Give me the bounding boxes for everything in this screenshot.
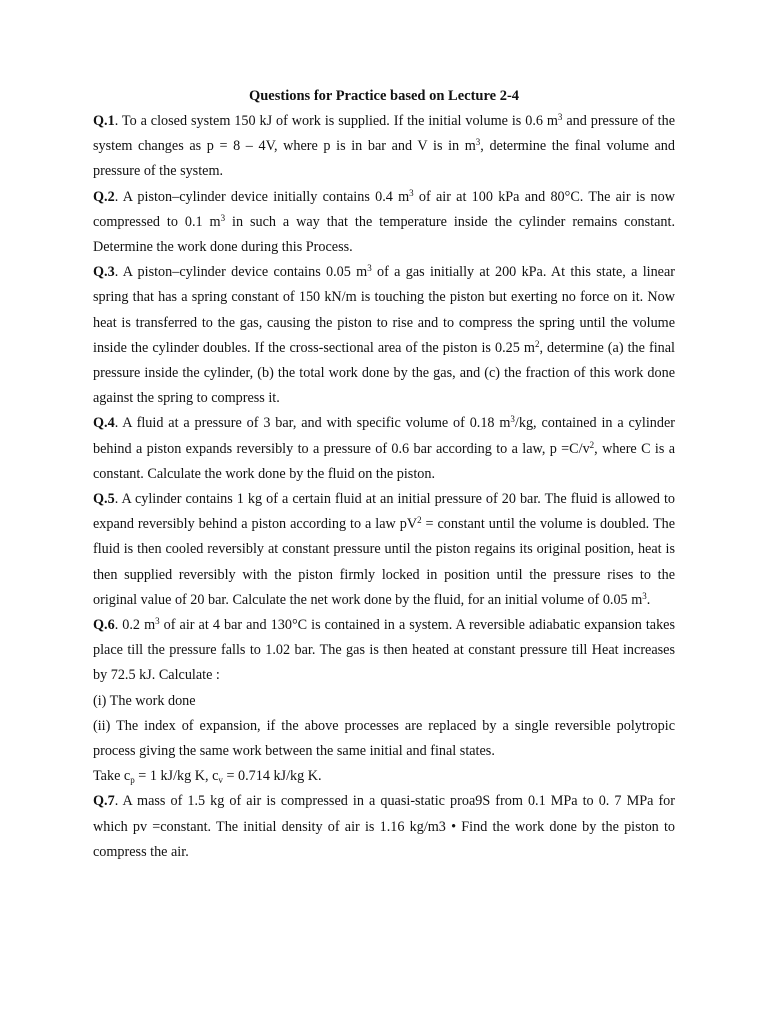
question-text: . xyxy=(646,591,651,608)
question-6 xyxy=(93,613,675,689)
question-text: of air at 100 kPa and 80°C. The air is now compressed to 0.1 m xyxy=(93,188,675,230)
subscript: v xyxy=(218,775,223,786)
superscript: 2 xyxy=(589,439,595,450)
question-1 xyxy=(93,109,675,185)
question-text: = 0.714 kJ/kg K. xyxy=(222,768,322,785)
question-6-part-ii: (ii) The index of expansion, if the above processes are replaced by a single reversible polytropic process giving the same work between the same initial and final states. xyxy=(93,717,675,760)
question-text: in such a way that the temperature inside the cylinder remains constant. Determine the work done during this Process. xyxy=(93,213,675,256)
superscript: 2 xyxy=(417,515,422,526)
superscript: 2 xyxy=(534,338,540,349)
superscript: 3 xyxy=(220,212,226,223)
subscript: p xyxy=(130,775,135,786)
question-3 xyxy=(93,260,675,411)
question-label: Q.1 xyxy=(93,113,115,129)
question-text: of a gas initially at 200 kPa. At this state, a linear spring that has a spring constant of 150 kN/m is touching the piston but exerting no force on it. Now heat is transferred to the gas, causing the piston to rise and to compress the spring until the volume inside the cylinder doubles. If the cross-sectional area of the piston is 0.25 m xyxy=(93,264,675,356)
question-text: . 0.2 m xyxy=(114,617,156,634)
question-text: , determine the final volume and pressure of the system. xyxy=(93,138,675,180)
question-label: Q.4 xyxy=(93,415,115,432)
question-text: . A fluid at a pressure of 3 bar, and with specific volume of 0.18 m xyxy=(114,415,511,432)
question-text: Take c xyxy=(93,768,131,785)
question-7 xyxy=(93,789,675,865)
superscript: 3 xyxy=(475,137,481,148)
superscript: 3 xyxy=(367,263,372,274)
question-text: . A mass of 1.5 kg of air is compressed in a quasi-static proa9S from 0.1 MPa to 0. 7 MPa for which pv =constant. The initial density of air is 1.16 kg/m3 • Find the work done by the piston to compress the air. xyxy=(93,793,675,860)
question-text: . A piston–cylinder device contains 0.05 m xyxy=(114,264,368,281)
superscript: 3 xyxy=(557,112,563,122)
question-label: Q.5 xyxy=(93,491,115,508)
question-5 xyxy=(93,487,675,613)
question-text: . To a closed system 150 kJ of work is supplied. If the initial volume is 0.6 m xyxy=(114,113,558,129)
question-label: Q.7 xyxy=(93,793,115,810)
question-label: Q.6 xyxy=(93,617,115,634)
question-text: of air at 4 bar and 130°C is contained in a system. A reversible adiabatic expansion takes place till the pressure falls to 1.02 bar. The gas is then heated at constant pressure till Heat increases by 72.5 kJ. Calculate : xyxy=(93,617,675,684)
question-6-part-i: (i) The work done xyxy=(93,692,196,709)
question-text: . A piston–cylinder device initially contains 0.4 m xyxy=(114,188,410,205)
question-text: , where C is a constant. Calculate the work done by the fluid on the piston. xyxy=(93,440,676,482)
question-label: Q.3 xyxy=(93,264,115,281)
question-text: , determine (a) the final pressure inside the cylinder, (b) the total work done by the gas, and (c) the fraction of this work done against the spring to compress it. xyxy=(93,339,675,407)
question-4 xyxy=(93,411,675,487)
superscript: 3 xyxy=(409,187,414,198)
superscript: 3 xyxy=(155,616,160,627)
question-text: /kg, contained in a cylinder behind a piston expands reversibly to a pressure of 0.6 bar according to a law, p =C/v xyxy=(93,415,675,457)
question-text: . A cylinder contains 1 kg of a certain fluid at an initial pressure of 20 bar. The fluid is allowed to expand reversibly behind a piston according to a law pV xyxy=(93,491,675,533)
document-title: Questions for Practice based on Lecture 2-4 xyxy=(248,88,520,104)
question-label: Q.2 xyxy=(93,188,115,205)
question-text: and pressure of the system changes as p = 8 – 4V, where p is in bar and V is in m xyxy=(93,113,675,155)
superscript: 3 xyxy=(510,414,515,425)
question-2 xyxy=(93,185,675,261)
question-text: = 1 kJ/kg K, c xyxy=(134,768,219,785)
superscript: 3 xyxy=(642,590,647,601)
document-page xyxy=(93,86,675,865)
question-text: = constant until the volume is doubled. The fluid is then cooled reversibly at constant pressure until the piston regains its original position, heat is then supplied reversibly with the piston firmly locked in position until the pressure rises to the original value of 20 bar. Calculate the net work done by the fluid, for an initial volume of 0.05 m xyxy=(93,516,675,608)
question-6-given-values xyxy=(93,764,675,789)
